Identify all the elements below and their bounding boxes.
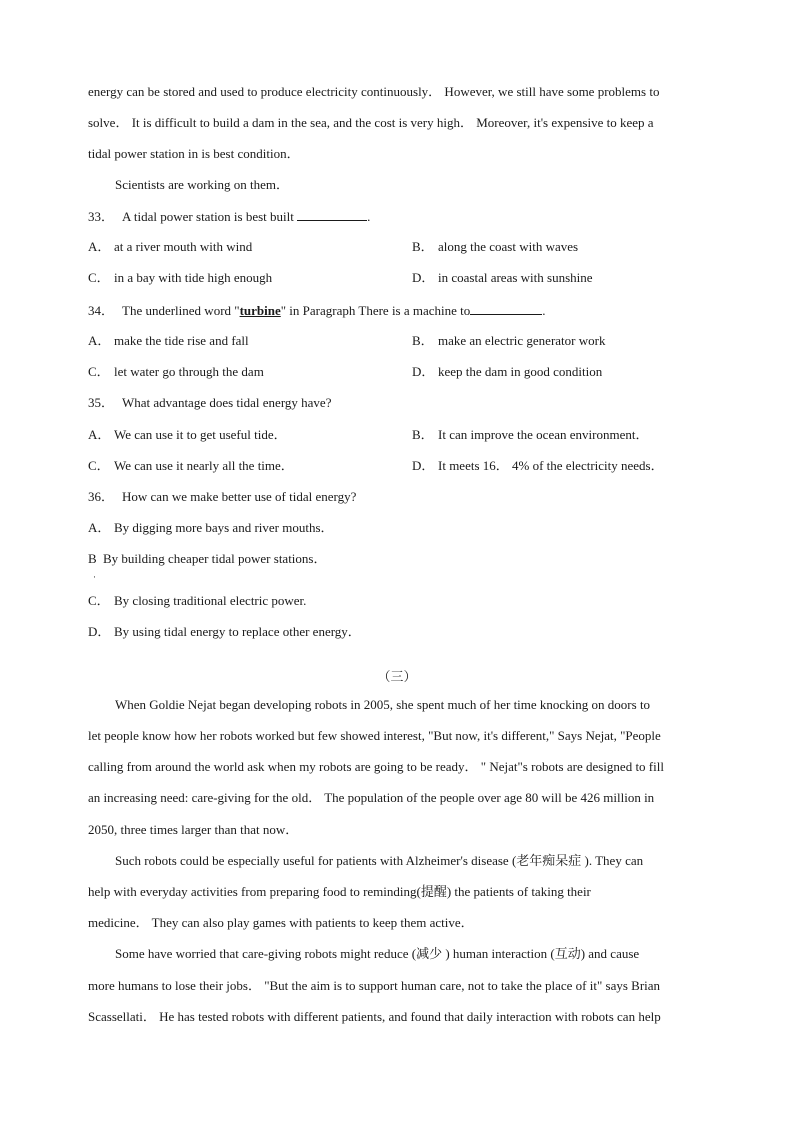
option-text: By closing traditional electric power. [114,593,307,608]
question-stem: A tidal power station is best built [122,209,294,224]
option-letter: A． [88,427,111,442]
option-b [412,427,648,443]
option-letter: D． [412,270,435,285]
option-letter: C． [88,458,110,473]
option-text: in coastal areas with sunshine [438,270,593,285]
question-34 [88,302,546,319]
option-b [412,239,578,255]
option-a [88,520,334,536]
option-letter: A． [88,239,111,254]
passage-line: Scassellati． He has tested robots with different patients, and found that daily interaction with robots can help [88,1009,661,1024]
passage-line: medicine． They can also play games with patients to keep them active． [88,915,474,930]
option-text: We can use it to get useful tide． [114,427,287,442]
option-a [88,333,249,349]
option-c [88,458,294,474]
passage-line: let people know how her robots worked but few showed interest, "But now, it's different," Says Nejat, "People [88,728,661,743]
question-number: 34． [88,303,115,318]
stray-mark: · [93,572,96,582]
option-text: let water go through the dam [114,364,264,379]
option-c [88,364,264,380]
underlined-word: turbine [239,303,281,318]
stem-end: . [542,303,546,318]
option-text: By digging more bays and river mouths． [114,520,334,535]
passage-line: more humans to lose their jobs． "But the aim is to support human care, not to take the place of it" says Brian [88,978,661,993]
option-text: in a bay with tide high enough [114,270,273,285]
option-a [88,427,287,443]
question-stem: What advantage does tidal energy have? [122,395,332,410]
option-letter: B [88,551,97,566]
option-text: We can use it nearly all the time． [114,458,294,473]
passage-line: Some have worried that care-giving robots might reduce (减少 ) human interaction (互动) and cause [115,946,640,961]
stem-end: . [367,209,371,224]
passage-line: an increasing need: care-giving for the old． The population of the people over age 80 will be 426 million in [88,790,655,805]
option-d [412,364,602,380]
option-letter: B． [412,239,434,254]
question-number: 35． [88,395,115,410]
passage-line: calling from around the world ask when my robots are going to be ready． " Nejat"s robots are designed to fill [88,759,664,774]
answer-blank [470,302,542,315]
question-stem: How can we make better use of tidal energy? [122,489,357,504]
paragraph-line: Scientists are working on them． [115,177,290,192]
passage-line: When Goldie Nejat began developing robots in 2005, she spent much of her time knocking on doors to [115,697,651,712]
option-letter: D． [412,364,435,379]
option-text: It can improve the ocean environment． [438,427,649,442]
option-d [88,624,361,640]
option-letter: A． [88,520,111,535]
option-letter: C． [88,593,110,608]
option-d [412,270,593,286]
option-text: along the coast with waves [438,239,579,254]
question-stem-after: " in Paragraph There is a machine to [280,303,471,318]
question-35 [88,395,331,411]
question-stem-before: The underlined word " [122,303,240,318]
question-33 [88,208,370,225]
answer-blank [297,208,367,221]
option-text: By building cheaper tidal power stations． [103,551,327,566]
option-a [88,239,252,255]
option-b [88,551,326,567]
question-36 [88,489,356,505]
option-b [412,333,605,349]
question-number: 36． [88,489,115,504]
option-c [88,270,272,286]
option-letter: C． [88,364,110,379]
option-letter: B． [412,427,434,442]
option-text: at a river mouth with wind [114,239,253,254]
passage-line: 2050, three times larger than that now． [88,822,299,837]
option-text: keep the dam in good condition [438,364,603,379]
passage-line: Such robots could be especially useful for patients with Alzheimer's disease (老年痴呆症 ). They can [115,853,644,868]
option-letter: D． [412,458,435,473]
option-text: It meets 16． 4% of the electricity needs． [438,458,664,473]
option-letter: B． [412,333,434,348]
option-text: make an electric generator work [438,333,606,348]
question-number: 33． [88,209,115,224]
option-letter: C． [88,270,110,285]
option-text: By using tidal energy to replace other energy． [114,624,361,639]
paragraph-line: solve． It is difficult to build a dam in the sea, and the cost is very high． Moreover, it's expensive to keep a [88,115,654,130]
paragraph-line: tidal power station in is best condition． [88,146,300,161]
option-letter: D． [88,624,111,639]
option-text: make the tide rise and fall [114,333,249,348]
option-d [412,458,664,474]
passage-line: help with everyday activities from preparing food to reminding(提醒) the patients of taking their [88,884,591,899]
option-letter: A． [88,333,111,348]
option-c [88,593,306,609]
paragraph-line: energy can be stored and used to produce electricity continuously． However, we still have some problems to [88,84,660,99]
section-title: （三） [377,669,417,684]
